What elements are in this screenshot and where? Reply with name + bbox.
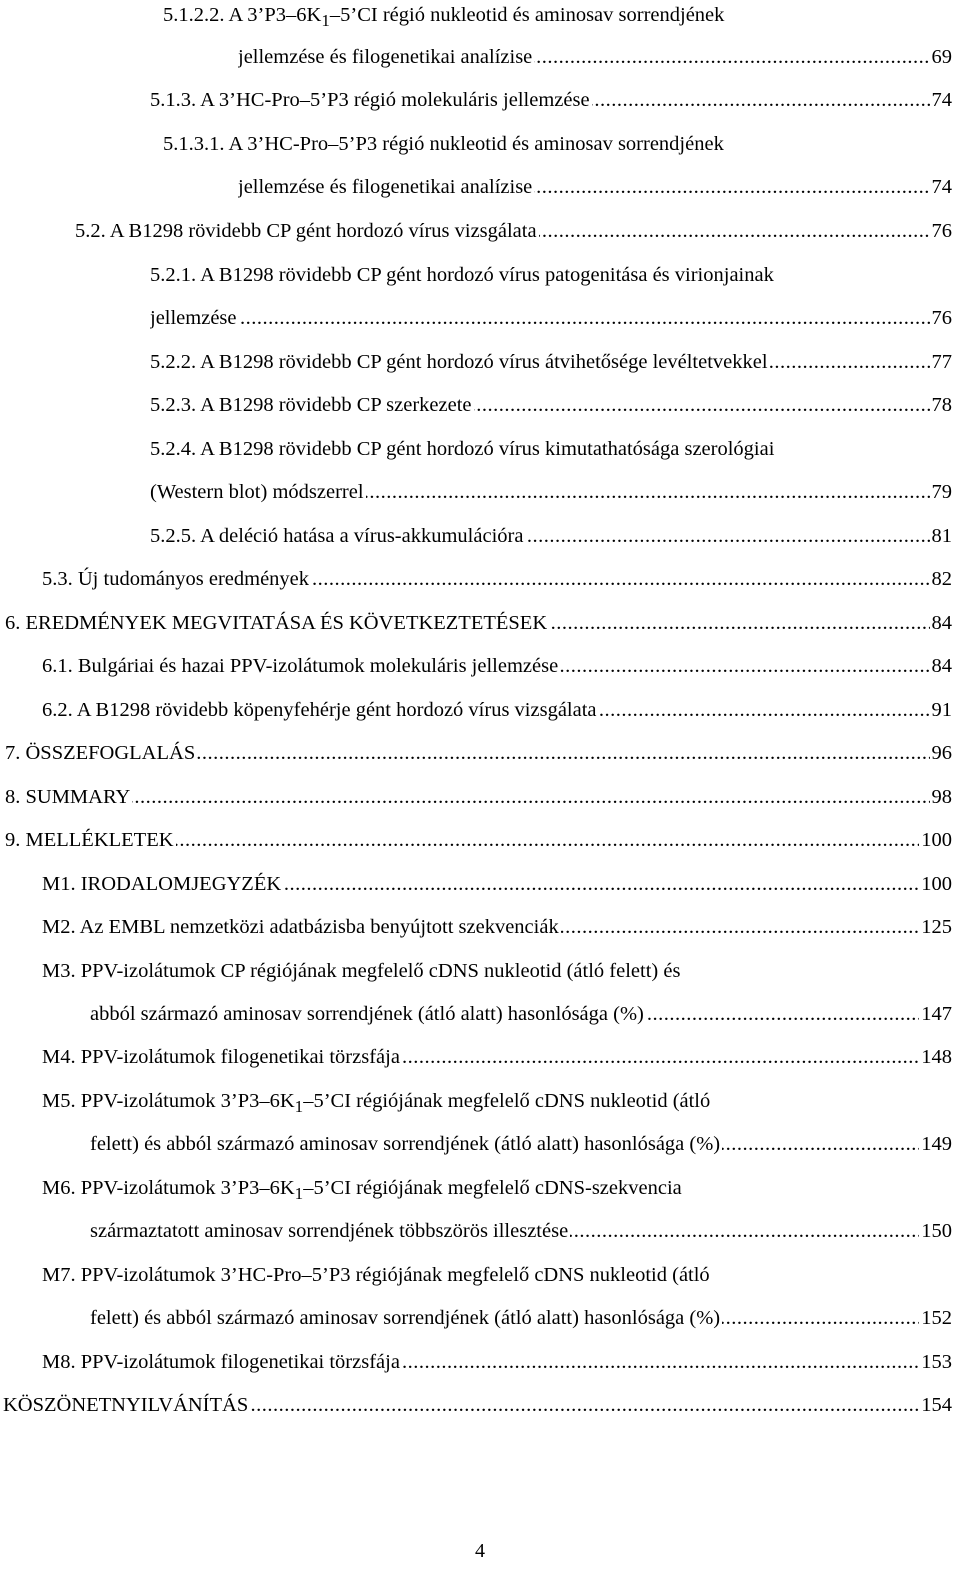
toc-entry[interactable]: [42, 1347, 952, 1377]
toc-entry-page: 152: [919, 1303, 952, 1333]
toc-entry-page: 81: [930, 521, 953, 551]
toc-entry[interactable]: [5, 738, 952, 768]
toc-entry[interactable]: [238, 42, 952, 72]
toc-entry[interactable]: [150, 260, 952, 290]
toc-entry-title: 5.3. Új tudományos eredmények: [42, 568, 310, 590]
toc-entry[interactable]: [42, 912, 952, 942]
toc-entry-page: 154: [919, 1390, 952, 1420]
toc-entry[interactable]: [150, 521, 952, 551]
toc-entry-page: 74: [930, 85, 953, 115]
toc-entry-page: 91: [930, 695, 953, 725]
toc-entry-page: 69: [930, 42, 953, 72]
toc-entry-title: (Western blot) módszerrel: [150, 481, 364, 503]
toc-entry-page: 98: [930, 782, 953, 812]
toc-entry-page: 79: [930, 477, 953, 507]
toc-entry-title: 5.2.3. A B1298 rövidebb CP szerkezete: [150, 394, 472, 416]
toc-entry-title: 5.1.3.1. A 3’HC-Pro–5’P3 régió nukleotid és aminosav sorrendjének: [163, 133, 724, 155]
toc-entry-title: 5.2.2. A B1298 rövidebb CP gént hordozó vírus átvihetősége levéltetvekkel: [150, 351, 768, 373]
toc-entry-title: 5.2.5. A deléció hatása a vírus-akkumulációra: [150, 525, 524, 547]
toc-entry-page: 147: [919, 999, 952, 1029]
toc-entry[interactable]: [75, 216, 952, 246]
toc-entry-title: 8. SUMMARY: [5, 786, 131, 808]
toc-entry-title: 6.1. Bulgáriai és hazai PPV-izolátumok molekuláris jellemzése: [42, 655, 559, 677]
toc-entry[interactable]: [5, 782, 952, 812]
toc-entry-title: 5.2.4. A B1298 rövidebb CP gént hordozó vírus kimutathatósága szerológiai: [150, 438, 775, 460]
dot-leader: [150, 303, 952, 333]
toc-entry[interactable]: [150, 85, 952, 115]
toc-entry-title: felett) és abból származó aminosav sorrendjének (átló alatt) hasonlósága (%): [90, 1133, 721, 1155]
toc-entry[interactable]: [163, 129, 952, 159]
toc-entry-title: 5.2. A B1298 rövidebb CP gént hordozó vírus vizsgálata: [75, 220, 537, 242]
toc-entry-title: M8. PPV-izolátumok filogenetikai törzsfája: [42, 1351, 400, 1373]
toc-entry-page: 82: [930, 564, 953, 594]
toc-entry-page: 76: [930, 216, 953, 246]
dot-leader: [5, 782, 952, 812]
toc-entry[interactable]: [42, 651, 952, 681]
toc-entry-page: 74: [930, 172, 953, 202]
toc-entry[interactable]: [42, 695, 952, 725]
page-number: 4: [475, 1540, 485, 1562]
toc-entry-title: M2. Az EMBL nemzetközi adatbázisba benyújtott szekvenciák: [42, 916, 559, 938]
toc-entry[interactable]: [238, 172, 952, 202]
toc-entry-title: 5.1.3. A 3’HC-Pro–5’P3 régió molekuláris jellemzése: [150, 89, 590, 111]
toc-entry-title: M6. PPV-izolátumok $3’P3-6K_1-5’CI$ régiójának megfelelő cDNS-szekvencia: [42, 1177, 682, 1203]
toc-entry-title: 6.2. A B1298 rövidebb köpenyfehérje gént hordozó vírus vizsgálata: [42, 699, 597, 721]
toc-entry-title: M1. IRODALOMJEGYZÉK: [42, 873, 282, 895]
toc-entry-page: 84: [930, 651, 953, 681]
toc-entry-page: 150: [919, 1216, 952, 1246]
toc-entry-title: 9. MELLÉKLETEK: [5, 829, 174, 851]
toc-entry-page: 84: [930, 608, 953, 638]
toc-entry-page: 76: [930, 303, 953, 333]
toc-entry[interactable]: [42, 869, 952, 899]
toc-entry-page: 78: [930, 390, 953, 420]
toc-entry-title: M5. PPV-izolátumok $3’P3-6K_1-5’CI$ régiójának megfelelő cDNS nukleotid (átló: [42, 1090, 711, 1116]
toc-entry[interactable]: [5, 608, 952, 638]
toc-entry-page: 153: [919, 1347, 952, 1377]
toc-entry[interactable]: [90, 1303, 952, 1333]
toc-entry[interactable]: [42, 1042, 952, 1072]
toc-entry-title: M7. PPV-izolátumok 3’HC-Pro–5’P3 régiójának megfelelő cDNS nukleotid (átló: [42, 1264, 710, 1286]
toc-entry-title: jellemzése és filogenetikai analízise: [238, 46, 533, 68]
toc-entry[interactable]: [90, 1129, 952, 1159]
toc-entry-title: 6. EREDMÉNYEK MEGVITATÁSA ÉS KÖVETKEZTETÉSEK: [5, 612, 548, 634]
toc-entry-title: M4. PPV-izolátumok filogenetikai törzsfája: [42, 1046, 400, 1068]
toc-entry-title: abból származó aminosav sorrendjének (átló alatt) hasonlósága (%): [90, 1003, 644, 1025]
toc-entry[interactable]: [163, 0, 952, 30]
toc-entry[interactable]: [42, 956, 952, 986]
toc-entry[interactable]: [5, 825, 952, 855]
toc-entry-title: jellemzése: [150, 307, 237, 329]
toc-entry[interactable]: [42, 1173, 952, 1203]
toc-entry-page: 100: [919, 869, 952, 899]
toc-entry-page: 96: [930, 738, 953, 768]
toc-entry-page: 77: [930, 347, 953, 377]
toc-entry-title: KÖSZÖNETNYILVÁNÍTÁS: [3, 1394, 249, 1416]
toc-entry[interactable]: [150, 390, 952, 420]
toc-entry-title: 5.1.2.2. A $3’P3-6K_1-5’CI$ régió nukleotid és aminosav sorrendjének: [163, 4, 725, 30]
toc-entry-page: 125: [919, 912, 952, 942]
toc-entry-page: 100: [919, 825, 952, 855]
toc-entry-title: 7. ÖSSZEFOGLALÁS: [5, 742, 196, 764]
toc-entry[interactable]: [3, 1390, 952, 1420]
toc-entry[interactable]: [90, 1216, 952, 1246]
toc-entry-title: felett) és abból származó aminosav sorrendjének (átló alatt) hasonlósága (%): [90, 1307, 721, 1329]
toc-entry[interactable]: [42, 564, 952, 594]
toc-entry-page: 149: [919, 1129, 952, 1159]
toc-entry[interactable]: [90, 999, 952, 1029]
toc-entry[interactable]: [150, 477, 952, 507]
toc-entry[interactable]: [150, 434, 952, 464]
toc-entry-title: M3. PPV-izolátumok CP régiójának megfelelő cDNS nukleotid (átló felett) és: [42, 960, 681, 982]
toc-entry[interactable]: [42, 1260, 952, 1290]
toc-entry[interactable]: [150, 303, 952, 333]
toc-entry-title: származtatott aminosav sorrendjének többszörös illesztése: [90, 1220, 569, 1242]
toc-entry[interactable]: [150, 347, 952, 377]
toc-entry[interactable]: [42, 1086, 952, 1116]
toc-entry-title: 5.2.1. A B1298 rövidebb CP gént hordozó vírus patogenitása és virionjainak: [150, 264, 774, 286]
toc-entry-title: jellemzése és filogenetikai analízise: [238, 176, 533, 198]
toc-entry-page: 148: [919, 1042, 952, 1072]
